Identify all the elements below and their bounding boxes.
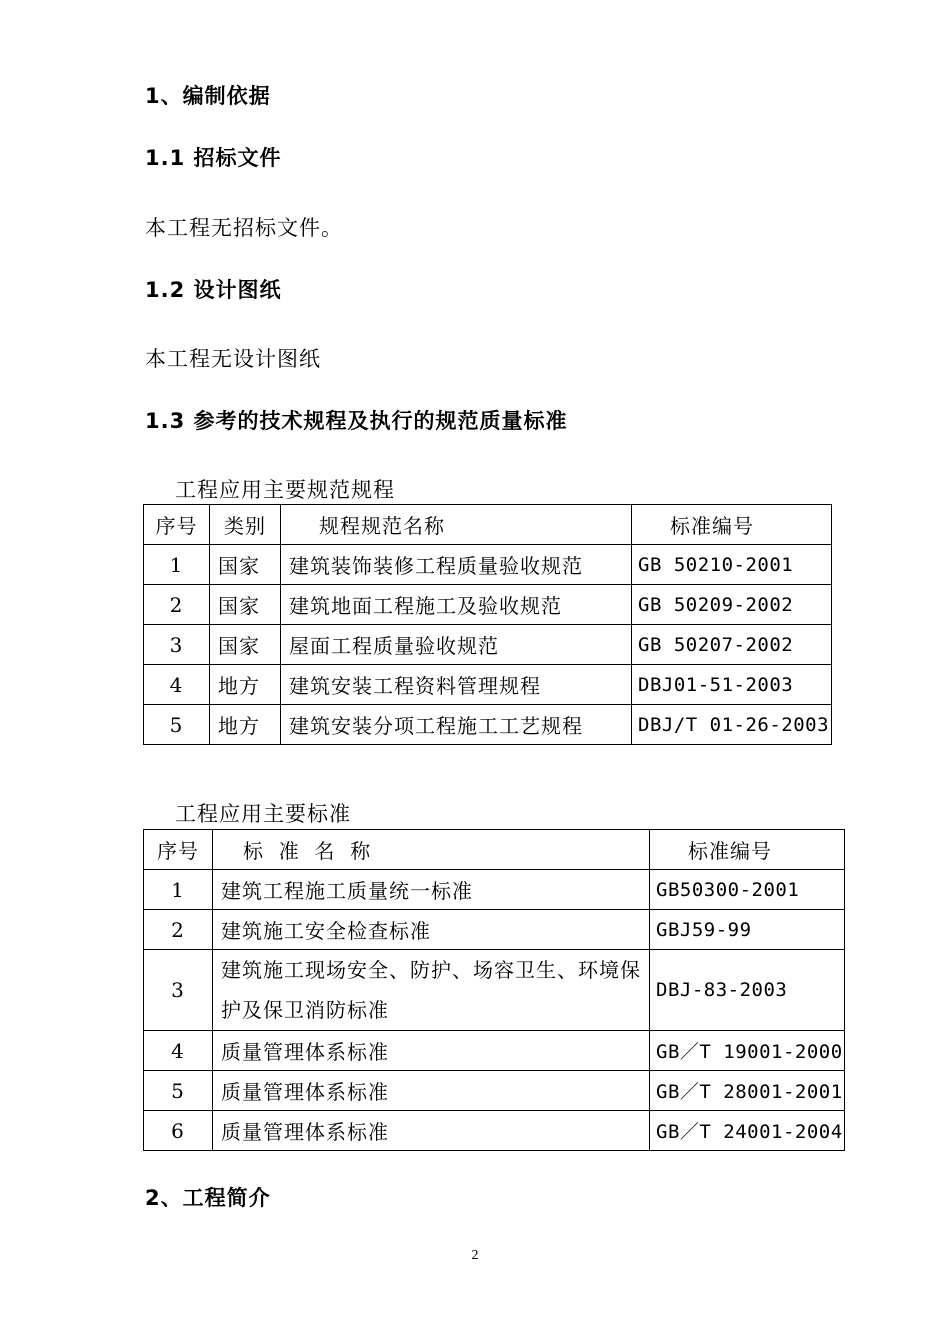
tender-docs-text: 本工程无招标文件。 (145, 216, 343, 240)
cell-index: 2 (144, 585, 210, 625)
cell-name: 建筑安装工程资料管理规程 (281, 665, 632, 705)
cell-name: 质量管理体系标准 (213, 1031, 650, 1071)
cell-name: 建筑地面工程施工及验收规范 (281, 585, 632, 625)
table-row (144, 1031, 845, 1071)
cell-category: 国家 (210, 625, 281, 665)
cell-index: 1 (144, 870, 213, 910)
table-header-row (144, 505, 832, 545)
cell-code: GB／T 24001-2004 (650, 1111, 845, 1151)
table-specifications (143, 504, 832, 745)
cell-code: GB／T 19001-2000 (650, 1031, 845, 1071)
page-number: 2 (471, 1248, 479, 1263)
heading-standards: 1.3 参考的技术规程及执行的规范质量标准 (145, 409, 568, 433)
cell-index: 5 (144, 705, 210, 745)
cell-category: 国家 (210, 585, 281, 625)
cell-code: GB 50209-2002 (632, 585, 832, 625)
cell-index: 3 (144, 950, 213, 1031)
heading-tender-docs: 1.1 招标文件 (145, 146, 282, 170)
cell-index: 4 (144, 1031, 213, 1071)
cell-category: 地方 (210, 665, 281, 705)
cell-index: 4 (144, 665, 210, 705)
header-cell: 类别 (210, 505, 281, 545)
heading-design-drawings: 1.2 设计图纸 (145, 278, 282, 302)
cell-code: DBJ/T 01-26-2003 (632, 705, 832, 745)
table1-caption: 工程应用主要规范规程 (175, 478, 395, 502)
header-cell: 标 准 名 称 (213, 830, 650, 870)
cell-index: 6 (144, 1111, 213, 1151)
table-row (144, 665, 832, 705)
cell-category: 国家 (210, 545, 281, 585)
table-row (144, 585, 832, 625)
table2-caption: 工程应用主要标准 (175, 802, 351, 826)
table-header-row (144, 830, 845, 870)
cell-code: DBJ01-51-2003 (632, 665, 832, 705)
heading-project-intro: 2、工程简介 (145, 1186, 271, 1210)
header-cell: 标准编号 (632, 505, 832, 545)
cell-code: GB50300-2001 (650, 870, 845, 910)
header-cell: 规程规范名称 (281, 505, 632, 545)
cell-index: 5 (144, 1071, 213, 1111)
table-row (144, 545, 832, 585)
table-row (144, 1111, 845, 1151)
header-cell: 序号 (144, 505, 210, 545)
cell-code: GB 50207-2002 (632, 625, 832, 665)
table-row (144, 910, 845, 950)
cell-name: 屋面工程质量验收规范 (281, 625, 632, 665)
cell-name: 质量管理体系标准 (213, 1111, 650, 1151)
cell-name: 建筑装饰装修工程质量验收规范 (281, 545, 632, 585)
table-row (144, 625, 832, 665)
cell-name: 质量管理体系标准 (213, 1071, 650, 1111)
cell-index: 2 (144, 910, 213, 950)
cell-index: 1 (144, 545, 210, 585)
cell-category: 地方 (210, 705, 281, 745)
cell-name: 建筑安装分项工程施工工艺规程 (281, 705, 632, 745)
cell-code: GBJ59-99 (650, 910, 845, 950)
header-cell: 标准编号 (650, 830, 845, 870)
table-row (144, 950, 845, 1031)
header-cell: 序号 (144, 830, 213, 870)
table-row (144, 1071, 845, 1111)
cell-code: GB／T 28001-2001 (650, 1071, 845, 1111)
cell-name: 建筑工程施工质量统一标准 (213, 870, 650, 910)
cell-name: 建筑施工安全检查标准 (213, 910, 650, 950)
cell-index: 3 (144, 625, 210, 665)
cell-name: 建筑施工现场安全、防护、场容卫生、环境保护及保卫消防标准 (213, 950, 650, 1031)
heading-basis: 1、编制依据 (145, 84, 271, 108)
table-row (144, 705, 832, 745)
table-standards (143, 829, 845, 1151)
design-drawings-text: 本工程无设计图纸 (145, 347, 321, 371)
cell-code: DBJ-83-2003 (650, 950, 845, 1031)
cell-code: GB 50210-2001 (632, 545, 832, 585)
table-row (144, 870, 845, 910)
